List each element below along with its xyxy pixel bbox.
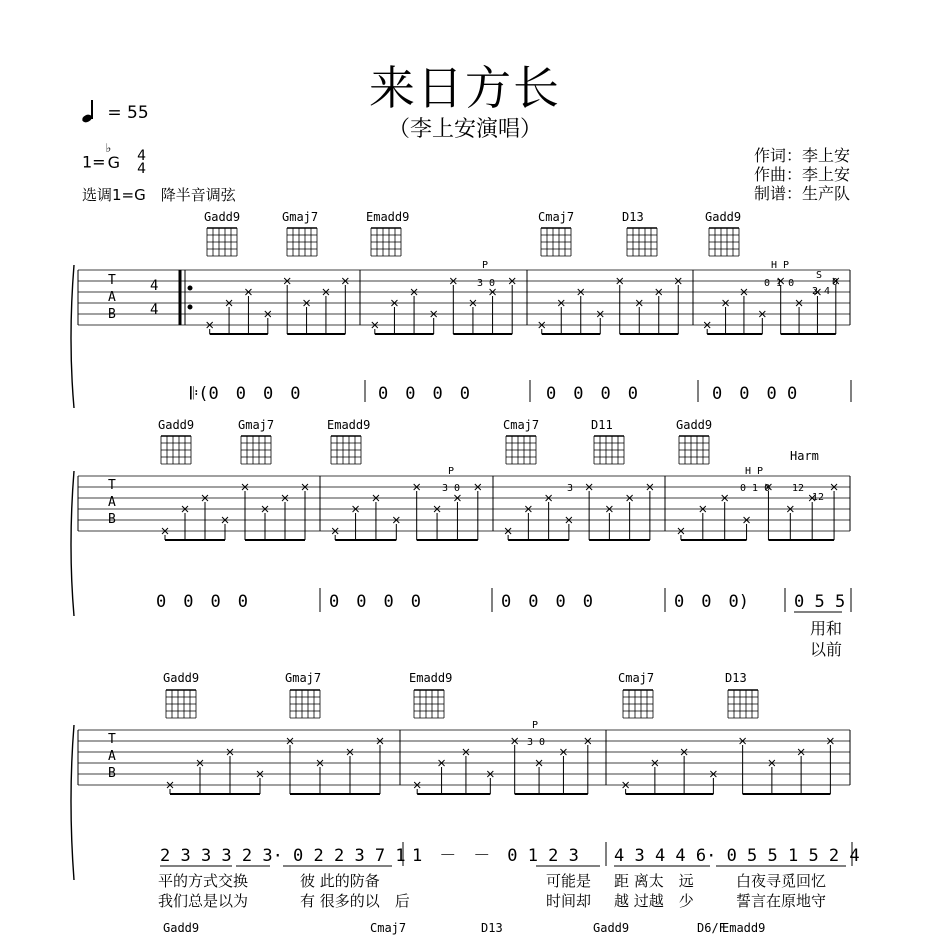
tab-letter-t: T [108, 273, 116, 288]
pull-off-mark: P [448, 466, 455, 477]
tab-letter-b: B [108, 307, 116, 322]
repeat-dot [188, 305, 192, 309]
credit-tab: 制谱：生产队 [753, 184, 850, 203]
notation-measure: 0 0 0 0 [378, 384, 470, 404]
fret-number: 0 [832, 277, 839, 288]
pull-off-mark: P [532, 720, 539, 731]
lyric-line: 白夜寻觅回忆 [736, 872, 827, 890]
chord-label: D13 [481, 921, 503, 935]
chord-label: Emadd9 [366, 210, 410, 224]
harmonic-label: Harm [790, 449, 819, 463]
notation-measure: 0 0 0 0 [712, 384, 798, 404]
lyric-line: 用和 [810, 619, 843, 638]
fret-number: 0 1 0 [740, 483, 771, 494]
lyric-line: 以前 [810, 640, 843, 659]
lyric-line: 彼 此的防备 [300, 872, 380, 890]
system-bracket [71, 725, 74, 880]
lyric-line: 我们总是以为 [158, 892, 249, 910]
chord-label: Gadd9 [705, 210, 742, 224]
notation-measure: 0 0 0 0 [546, 384, 638, 404]
chord-label: Cmaj7 [538, 210, 575, 224]
tab-letter-b: B [108, 766, 116, 781]
chord-label: Cmaj7 [503, 418, 540, 432]
chord-label: Gmaj7 [282, 210, 319, 224]
chord-label: Gmaj7 [285, 671, 322, 685]
notation-measure: 0 0 0) [674, 592, 749, 612]
pull-off-mark: P [482, 260, 489, 271]
fret-number: 3 0 [477, 278, 496, 289]
notation-measure: 𝄆(0 0 0 0 [190, 384, 301, 404]
hammer-pull-mark: H P [771, 260, 790, 271]
chord-label: Gadd9 [676, 418, 713, 432]
key-prefix: 1= [82, 152, 106, 172]
time-sig-top: 4 [150, 278, 159, 294]
fret-number: 12 [812, 492, 825, 503]
fret-number: 0 1 0 [764, 278, 795, 289]
notation-measure: 0 0 0 0 [501, 592, 593, 612]
notation-measure: 0 0 0 0 [156, 592, 248, 612]
hammer-pull-mark: H P [745, 466, 764, 477]
chord-label: Gadd9 [163, 921, 200, 935]
fret-number: 3 0 [527, 737, 546, 748]
tab-letter-a: A [108, 290, 116, 305]
notation-measure: 4 3 4 4 6· 0 5 5 1 5 2 4 [614, 846, 860, 866]
lyric-line: 可能是 [546, 872, 592, 890]
tab-letter-t: T [108, 478, 116, 493]
credit-lyrics: 作词：李上安 [753, 146, 850, 165]
tempo-value: = 55 [107, 103, 149, 123]
notation-measure: 0 0 0 0 [329, 592, 421, 612]
chord-label: D11 [591, 418, 613, 432]
key-note: G [107, 152, 120, 172]
system-bracket [71, 265, 74, 408]
time-sig-bottom: 4 [150, 302, 159, 318]
chord-label: Gmaj7 [238, 418, 275, 432]
time-top: 4 [137, 148, 147, 164]
tab-letter-a: A [108, 749, 116, 764]
chord-label: Gadd9 [204, 210, 241, 224]
lyric-line: 距 离太 远 [614, 872, 694, 890]
song-subtitle: （李上安演唱） [387, 117, 542, 142]
chord-label: Emadd9 [327, 418, 371, 432]
song-title: 来日方长 [369, 61, 561, 115]
chord-label: Cmaj7 [370, 921, 407, 935]
repeat-dot [188, 286, 192, 290]
tab-staves [71, 265, 850, 880]
chord-label: D13 [622, 210, 644, 224]
fret-number: 3 0 [442, 483, 461, 494]
chord-label: Emadd9 [722, 921, 766, 935]
chord-label: Gadd9 [593, 921, 630, 935]
notation-measure: 2 3 3 3 2 3· 0 2 2 3 7 1 [160, 846, 406, 866]
fret-number: 3 [567, 483, 574, 494]
tab-letter-a: A [108, 495, 116, 510]
capo-note: 选调1=G 降半音调弦 [82, 186, 236, 204]
slide-mark: S [816, 270, 823, 281]
chord-label: Emadd9 [409, 671, 453, 685]
fret-number: 12 [792, 483, 805, 494]
chord-diagrams [161, 228, 758, 718]
chord-label: Gadd9 [163, 671, 200, 685]
lyric-line: 有 很多的以 后 [300, 892, 410, 910]
chord-label: D6/F [697, 921, 726, 935]
chord-label: Gadd9 [158, 418, 195, 432]
system-bracket [71, 471, 74, 616]
tab-letter-t: T [108, 732, 116, 747]
lyric-line: 越 过越 少 [614, 892, 694, 910]
tab-letter-b: B [108, 512, 116, 527]
notation-measure: 0 5 5 [794, 592, 846, 612]
fret-number: 2 4 [812, 286, 831, 297]
chord-label: D13 [725, 671, 747, 685]
tab-notes [162, 278, 839, 794]
key-flat: ♭ [105, 140, 112, 155]
credit-music: 作曲：李上安 [753, 165, 850, 184]
notation-measure: 1 － － 0 1 2 3 [412, 846, 579, 866]
time-bottom: 4 [137, 161, 147, 177]
chord-label: Cmaj7 [618, 671, 655, 685]
lyric-line: 平的方式交换 [158, 872, 249, 890]
lyric-line: 时间却 [546, 892, 592, 910]
lyric-line: 誓言在原地守 [736, 892, 827, 910]
